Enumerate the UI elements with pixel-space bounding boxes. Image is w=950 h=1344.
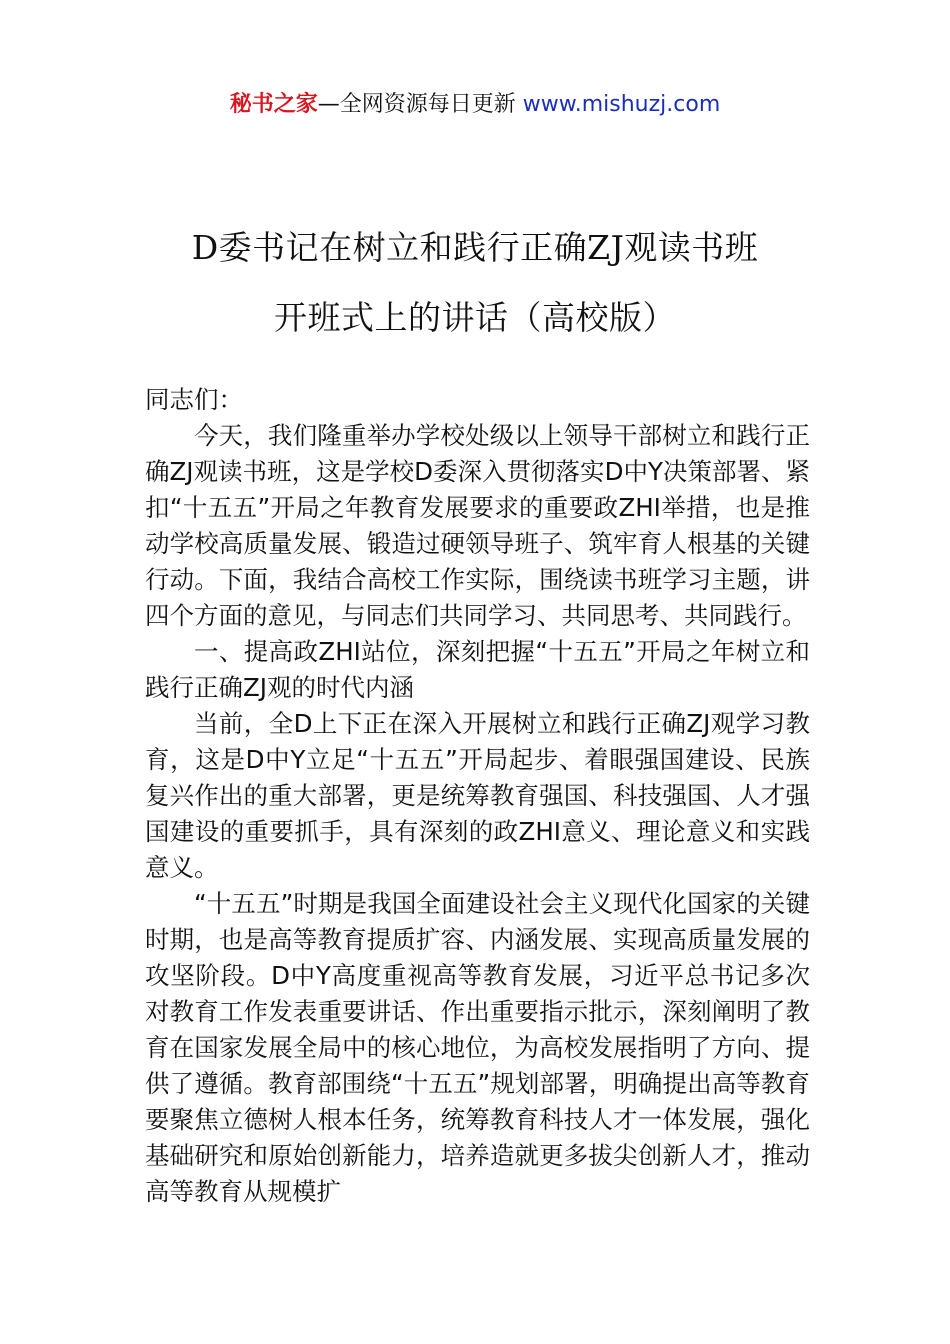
site-header (0, 88, 950, 122)
site-url-link[interactable]: www.mishuzj.com (522, 92, 721, 117)
paragraph: “十五五”时期是我国全面建设社会主义现代化国家的关键时期，也是高等教育提质扩容、内涵发展、实现高质量发展的攻坚阶段。D中Y高度重视高等教育发展，习近平总书记多次对教育工作发表重要讲话、作出重要指示批示，深刻阐明了教育在国家发展全局中的核心地位，为高校发展指明了方向、提供了遵循。教育部围绕“十五五”规划部署，明确提出高等教育要聚焦立德树人根本任务，统筹教育科技人才一体发展，强化基础研究和原始创新能力，培养造就更多拔尖创新人才，推动高等教育从规模扩 (145, 889, 810, 1206)
document-title-line-2: 开班式上的讲话（高校版） (274, 298, 676, 337)
document-body (145, 382, 810, 1210)
salutation: 同志们： (145, 385, 243, 414)
paragraph: 今天，我们隆重举办学校处级以上领导干部树立和践行正确ZJ观读书班，这是学校D委深入贯彻落实D中Y决策部署、紧扣“十五五”开局之年教育发展要求的重要政ZHI举措，也是推动学校高质量发展、锻造过硬领导班子、筑牢育人根基的关键行动。下面，我结合高校工作实际，围绕读书班学习主题，讲四个方面的意见，与同志们共同学习、共同思考、共同践行。 (145, 421, 810, 630)
paragraph: 当前，全D上下正在深入开展树立和践行正确ZJ观学习教育，这是D中Y立足“十五五”开局起步、着眼强国建设、民族复兴作出的重大部署，更是统筹教育强国、科技强国、人才强国建设的重要抓手，具有深刻的政ZHI意义、理论意义和实践意义。 (145, 709, 810, 882)
header-tagline: —全网资源每日更新 (317, 92, 523, 117)
document-title-line-1: D委书记在树立和践行正确ZJ观读书班 (191, 228, 759, 267)
brand-name: 秘书之家 (229, 92, 318, 117)
section-heading: 一、提高政ZHI站位，深刻把握“十五五”开局之年树立和践行正确ZJ观的时代内涵 (145, 637, 810, 702)
